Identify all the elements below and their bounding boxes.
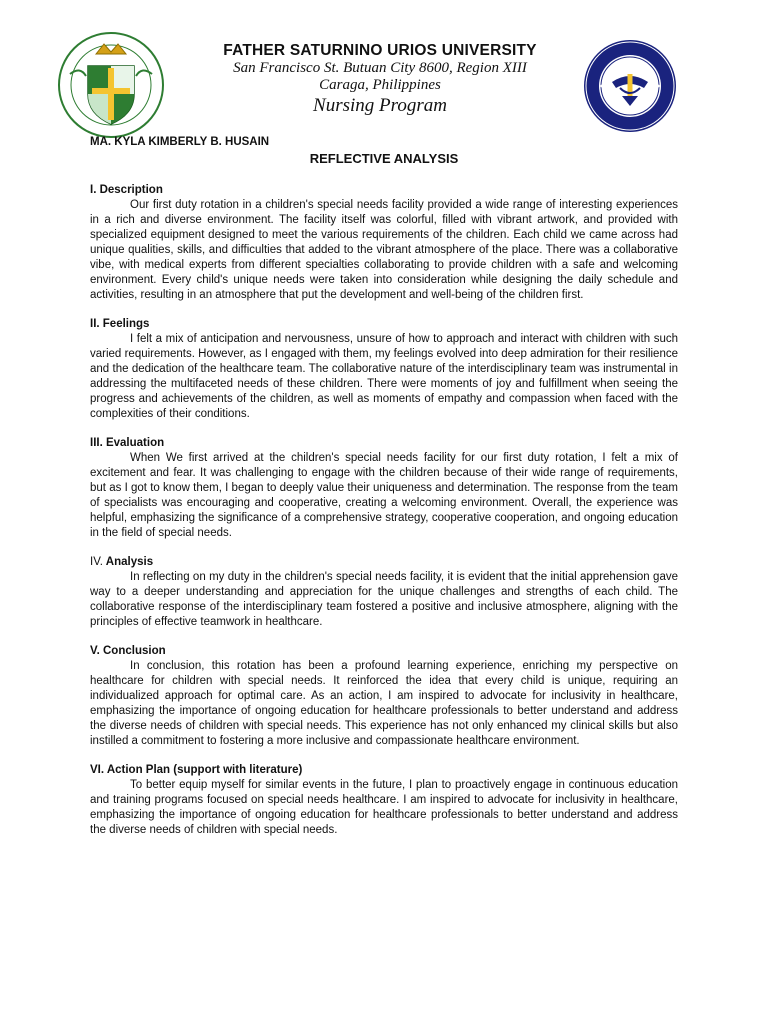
section-heading-text: Analysis (105, 556, 154, 568)
section-heading: VI. Action Plan (support with literature) (90, 764, 303, 776)
section-text: In conclusion, this rotation has been a profound learning experience, enriching my perspective on healthcare for children with special needs. It reinforced the idea that every child is unique, requiring an individualized approach for optimal care. As an action, I am inspired to advocate for inclusivity in healthcare, emphasizing the importance of ongoing education for healthcare professionals to better understand and address the diverse needs of children with special needs. This experience has not only enhanced my clinical skills but also instilled a commitment to fostering a more inclusive and compassionate healthcare environment. (90, 660, 678, 747)
section-analysis (90, 555, 678, 630)
section-text: Our first duty rotation in a children's special needs facility provided a wide range of interesting experiences in a rich and diverse environment. The facility itself was colorful, filled with vibrant artwork, and provided with specialized equipment designed to meet the various requirements of the children. Each child we came across had unique qualities, skills, and difficulties that added to the vibrant atmosphere of the place. There was a collaborative vibe, with medical experts from different specialties collaborating to provide children with a safe and welcoming environment. Every child's unique needs were taken into consideration while designing the daily schedule and activities, resulting in an atmosphere that put the development and well-being of the children first. (90, 199, 678, 301)
section-action-plan (90, 763, 678, 838)
section-heading: V. Conclusion (90, 645, 166, 657)
section-heading: II. Feelings (90, 318, 150, 330)
section-text: I felt a mix of anticipation and nervousness, unsure of how to approach and interact with children with such varied requirements. However, as I engaged with them, my feelings evolved into deep admiration for their resilience and the dedication of the healthcare team. The collaborative nature of the interdisciplinary team was instrumental in addressing the multifaceted needs of these children. There were moments of joy and fulfillment when seeing the progress and achievements of the children, as well as moments of empathy and compassion when faced with the complexities of their conditions. (90, 333, 678, 420)
section-evaluation (90, 436, 678, 541)
document-header (0, 0, 768, 130)
university-name: FATHER SATURNINO URIOS UNIVERSITY (223, 42, 537, 59)
author-name: MA. KYLA KIMBERLY B. HUSAIN (90, 136, 270, 148)
section-feelings (90, 317, 678, 422)
section-text: To better equip myself for similar events in the future, I plan to proactively engage in continuous education and training programs focused on special needs healthcare. I am inspired to advocate for inclusivity in healthcare, emphasizing the importance of ongoing education for healthcare professionals to better understand and address the diverse needs of children with special needs. (90, 779, 678, 836)
section-conclusion (90, 644, 678, 749)
program-name: Nursing Program (313, 95, 447, 116)
section-text: In reflecting on my duty in the children's special needs facility, it is evident that the initial apprehension gave way to a deeper understanding and appreciation for the unique challenges and strengths of each child. The collaborative response of the interdisciplinary team fostered a positive and inclusive atmosphere, aligning with the principles of effective teamwork in healthcare. (90, 571, 678, 628)
address-line-1: San Francisco St. Butuan City 8600, Region XIII (233, 60, 527, 76)
section-heading (90, 555, 678, 570)
section-heading: I. Description (90, 184, 163, 196)
document-body (90, 183, 678, 852)
section-description (90, 183, 678, 303)
nursing-program-seal-icon (582, 38, 678, 134)
address-line-2: Caraga, Philippines (319, 77, 441, 93)
section-heading: III. Evaluation (90, 437, 165, 449)
document-title: REFLECTIVE ANALYSIS (309, 151, 459, 166)
section-text: When We first arrived at the children's special needs facility for our first duty rotation, I felt a mix of excitement and fear. It was challenging to engage with the children because of their wide range of requirements, but as I got to know them, I began to deeply value their uniqueness and determination. The response from the team of specialists was encouraging and cooperative, creating a welcoming environment. Overall, the experience was helpful, emphasizing the significance of a comprehensive strategy, cooperative cooperation, and ongoing education in the field of special needs. (90, 452, 678, 539)
section-number: IV. (90, 556, 104, 568)
university-seal-icon (56, 30, 166, 140)
